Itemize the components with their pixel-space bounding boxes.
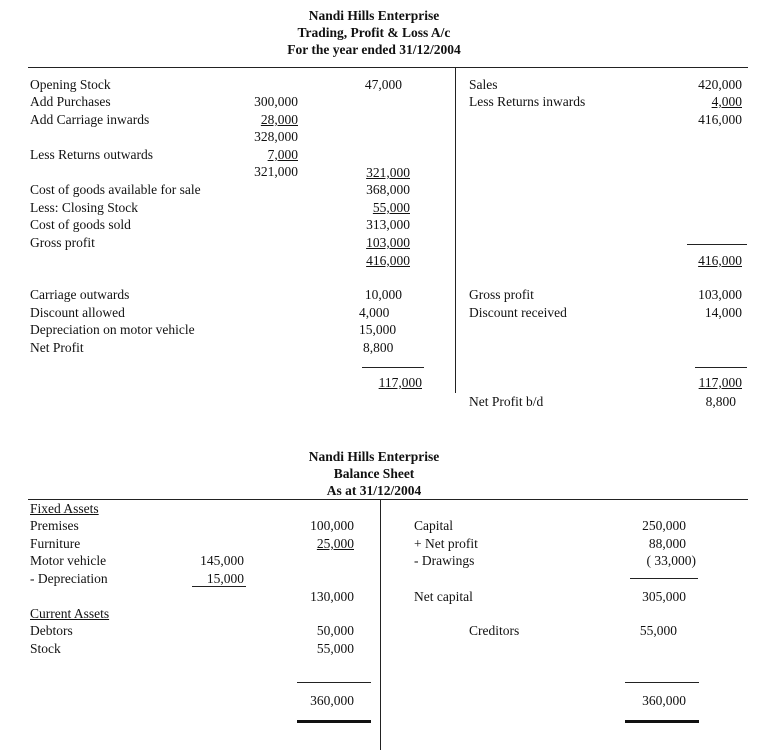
tpl-company-title: Nandi Hills Enterprise	[308, 8, 440, 23]
bs-statement-title: Balance Sheet	[333, 466, 415, 481]
net-purchases-inner: 321,000	[254, 164, 298, 179]
carriage-outwards-label: Carriage outwards	[30, 287, 130, 302]
goods-available-label: Cost of goods available for sale	[30, 182, 201, 197]
pl-gross-profit-label: Gross profit	[469, 287, 534, 302]
closing-stock-amount: 55,000	[372, 200, 410, 215]
drawings-amount: ( 33,000)	[646, 553, 696, 568]
discount-received-amount: 14,000	[704, 305, 742, 320]
furniture-amount: 25,000	[316, 536, 354, 551]
tpl-top-rule	[28, 67, 748, 68]
premises-label: Premises	[30, 518, 79, 533]
depreciation-label: Depreciation on motor vehicle	[30, 322, 195, 337]
depreciation-amount: 15,000	[359, 322, 397, 337]
premises-amount: 100,000	[310, 518, 354, 533]
sales-label: Sales	[469, 77, 498, 92]
goods-available-amount: 368,000	[366, 182, 410, 197]
fixed-assets-total: 130,000	[310, 589, 354, 604]
returns-inwards-amount: 4,000	[711, 94, 742, 109]
net-capital-label: Net capital	[414, 589, 473, 604]
capital-amount: 250,000	[642, 518, 686, 533]
discount-allowed-amount: 4,000	[359, 305, 390, 320]
liabilities-double-rule	[625, 720, 699, 723]
furniture-label: Furniture	[30, 536, 81, 551]
bs-top-rule	[28, 499, 748, 500]
motor-vehicle-label: Motor vehicle	[30, 553, 107, 568]
discount-allowed-label: Discount allowed	[30, 305, 125, 320]
carriage-outwards-amount: 10,000	[364, 287, 402, 302]
net-profit-bd-amount: 8,800	[705, 394, 736, 409]
net-profit-amount: 8,800	[363, 340, 394, 355]
assets-total: 360,000	[310, 693, 354, 708]
current-assets-heading: Current Assets	[30, 606, 110, 621]
discount-received-label: Discount received	[469, 305, 567, 320]
carriage-inwards-label: Add Carriage inwards	[30, 112, 150, 127]
trading-credit-total: 416,000	[698, 253, 742, 268]
debtors-amount: 50,000	[316, 623, 354, 638]
net-profit-bd-label: Net Profit b/d	[469, 394, 544, 409]
pl-debit-total: 117,000	[378, 375, 422, 390]
pl-credit-total-rule	[695, 367, 747, 368]
bs-net-profit-amount: 88,000	[648, 536, 686, 551]
pl-debit-total-rule	[362, 367, 424, 368]
capital-label: Capital	[414, 518, 453, 533]
bs-center-divider	[380, 499, 381, 750]
opening-stock-amount: 47,000	[364, 77, 402, 92]
purchases-subtotal: 328,000	[254, 129, 298, 144]
trading-debit-total: 416,000	[366, 253, 410, 268]
tpl-center-divider	[455, 67, 456, 393]
bs-depreciation-amount: 15,000	[206, 571, 244, 586]
bs-net-profit-label: + Net profit	[414, 536, 478, 551]
sales-amount: 420,000	[698, 77, 742, 92]
pl-credit-total: 117,000	[698, 375, 742, 390]
debtors-label: Debtors	[30, 623, 73, 638]
depreciation-underline	[192, 586, 246, 587]
tpl-statement-title: Trading, Profit & Loss A/c	[297, 25, 451, 40]
net-sales-amount: 416,000	[698, 112, 742, 127]
creditors-amount: 55,000	[639, 623, 677, 638]
credit-total-rule	[687, 244, 747, 245]
capital-rule	[630, 578, 698, 579]
opening-stock-label: Opening Stock	[30, 77, 111, 92]
net-purchases-amount: 321,000	[366, 165, 410, 180]
returns-inwards-label: Less Returns inwards	[469, 94, 586, 109]
gross-profit-label: Gross profit	[30, 235, 95, 250]
fixed-assets-heading: Fixed Assets	[30, 501, 99, 516]
liabilities-total: 360,000	[642, 693, 686, 708]
cogs-label: Cost of goods sold	[30, 217, 131, 232]
purchases-amount: 300,000	[254, 94, 298, 109]
closing-stock-label: Less: Closing Stock	[30, 200, 139, 215]
stock-label: Stock	[30, 641, 61, 656]
net-capital-amount: 305,000	[642, 589, 686, 604]
purchases-label: Add Purchases	[30, 94, 111, 109]
bs-company-title: Nandi Hills Enterprise	[308, 449, 440, 464]
assets-double-rule	[297, 720, 371, 723]
net-profit-label: Net Profit	[30, 340, 84, 355]
tpl-period-title: For the year ended 31/12/2004	[287, 42, 461, 57]
carriage-inwards-amount: 28,000	[260, 112, 298, 127]
returns-outwards-amount: 7,000	[267, 147, 298, 162]
creditors-label: Creditors	[469, 623, 520, 638]
motor-vehicle-amount: 145,000	[200, 553, 244, 568]
stock-amount: 55,000	[316, 641, 354, 656]
bs-depreciation-label: - Depreciation	[30, 571, 108, 586]
drawings-label: - Drawings	[414, 553, 475, 568]
gross-profit-amount: 103,000	[366, 235, 410, 250]
assets-total-rule	[297, 682, 371, 683]
returns-outwards-label: Less Returns outwards	[30, 147, 153, 162]
cogs-amount: 313,000	[366, 217, 410, 232]
bs-date-title: As at 31/12/2004	[326, 483, 422, 498]
pl-gross-profit-amount: 103,000	[698, 287, 742, 302]
liabilities-total-rule	[625, 682, 699, 683]
